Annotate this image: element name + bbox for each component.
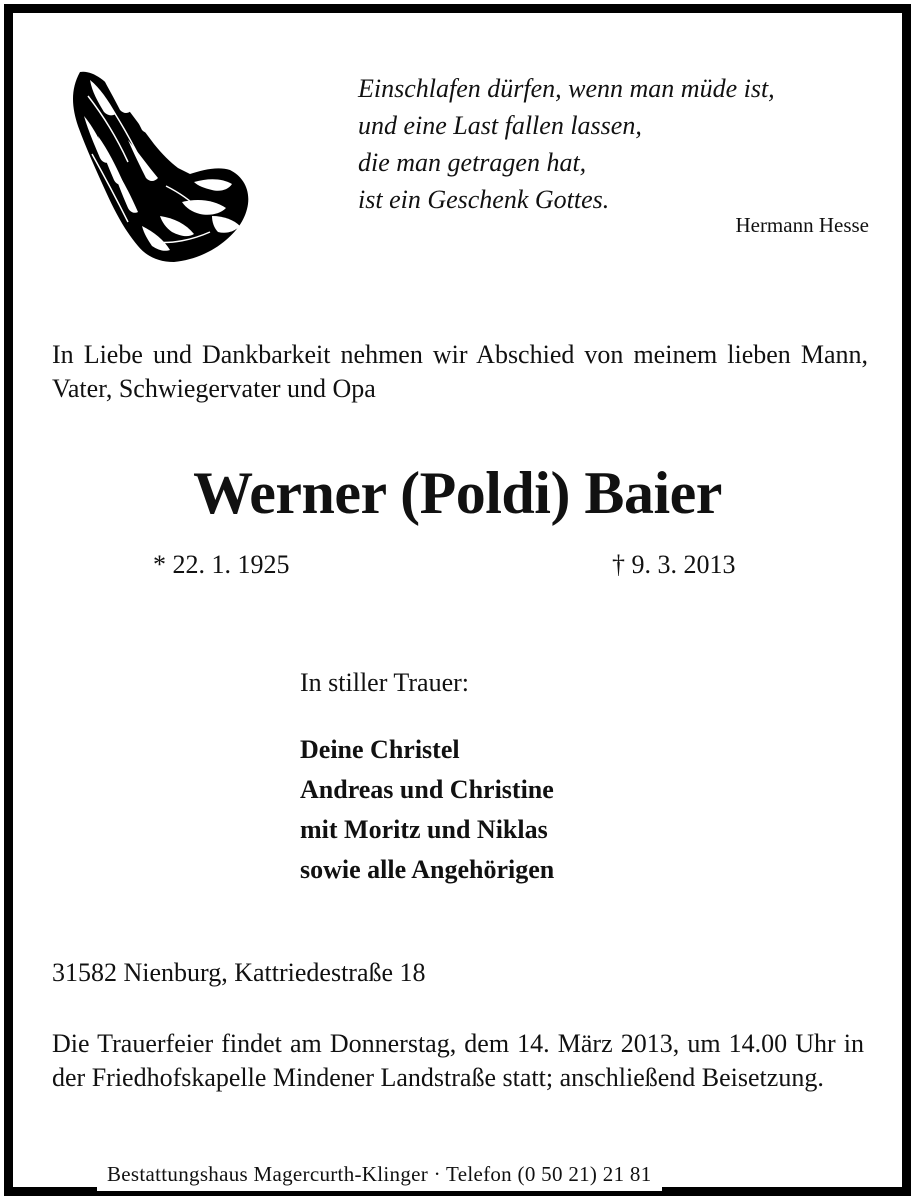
intro-text <box>52 338 868 406</box>
mourner-line: Deine Christel <box>300 735 460 764</box>
mourner-line: sowie alle Angehörigen <box>300 855 555 884</box>
deceased-name: Werner (Poldi) Baier <box>193 460 722 526</box>
quote-line: ist ein Geschenk Gottes. <box>358 185 610 214</box>
quote-line: die man getragen hat, <box>358 148 587 177</box>
mourning-heading: In stiller Trauer: <box>300 668 469 697</box>
death-date: † 9. 3. 2013 <box>612 550 736 579</box>
service-info <box>52 1027 864 1095</box>
quote-author: Hermann Hesse <box>735 213 869 237</box>
intro-line: In Liebe und Dankbarkeit nehmen wir Abschied von meinem <box>52 340 718 369</box>
quote-line: und eine Last fallen lassen, <box>358 111 642 140</box>
birth-date: * 22. 1. 1925 <box>153 550 290 579</box>
quote-line: Einschlafen dürfen, wenn man müde ist, <box>358 74 775 103</box>
intro-line: lieben Mann, Vater, Schwiegervater und Opa <box>52 340 869 403</box>
service-line: anschließend Beisetzung. <box>559 1063 824 1092</box>
funeral-home-footer: Bestattungshaus Magercurth-Klinger · Telefon (0 50 21) 21 81 <box>97 1157 662 1191</box>
mourner-line: mit Moritz und Niklas <box>300 815 548 844</box>
mourners-list <box>300 730 554 890</box>
service-line: Die Trauerfeier findet am Donnerstag, dem 14. März 2013, <box>52 1029 680 1058</box>
mourner-line: Andreas und Christine <box>300 775 554 804</box>
praying-hands-icon <box>62 66 254 266</box>
service-line: um 14.00 Uhr in der Friedhofskapelle Mindener Landstraße statt; <box>52 1029 864 1092</box>
quote-text <box>358 70 878 218</box>
family-address: 31582 Nienburg, Kattriedestraße 18 <box>52 958 426 987</box>
